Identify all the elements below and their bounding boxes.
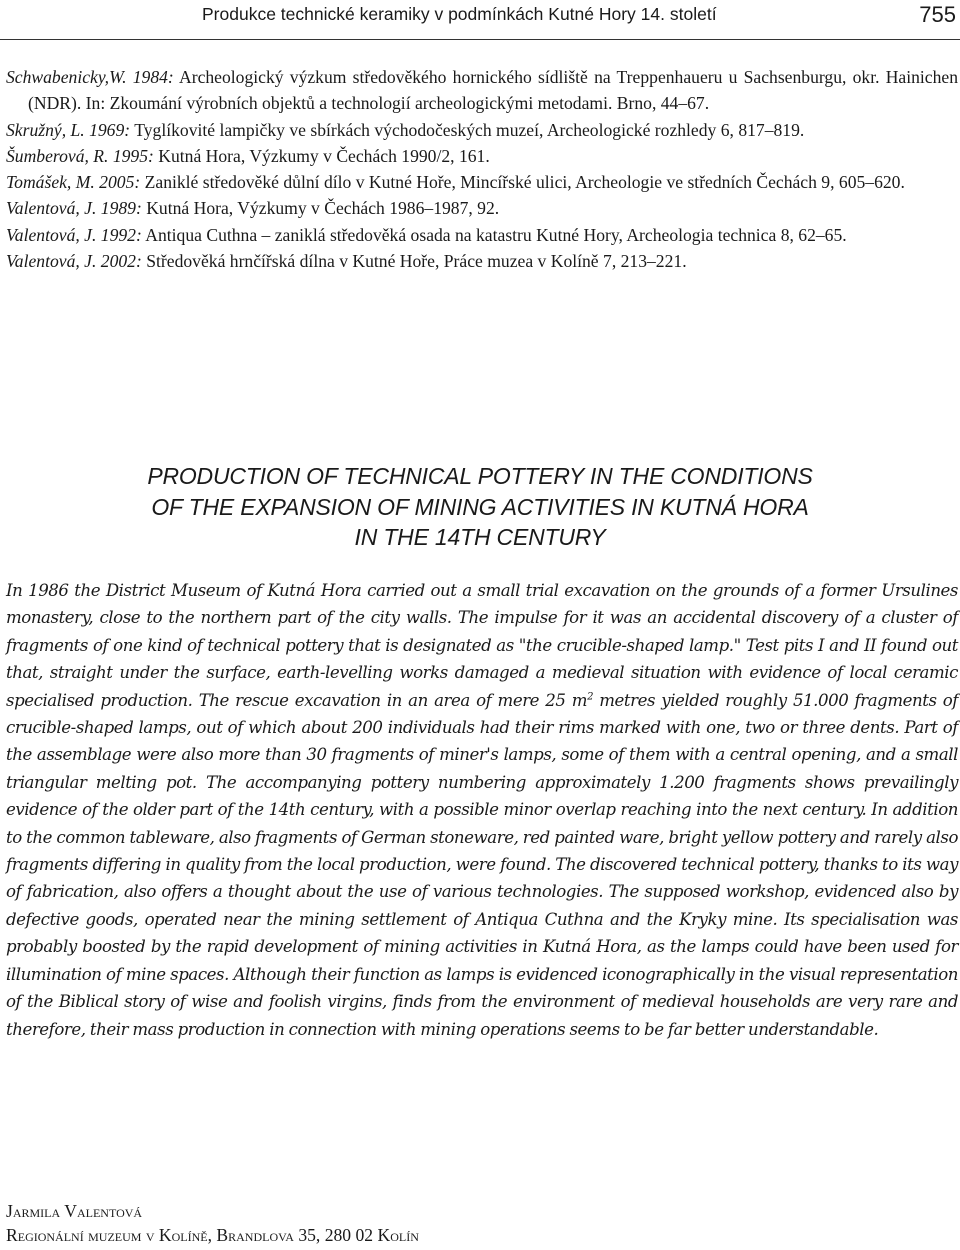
author-affiliation: Regionální muzeum v Kolíně, Brandlova 35, 280 02 Kolín bbox=[6, 1225, 419, 1245]
reference-item bbox=[6, 222, 958, 248]
reference-item bbox=[6, 248, 958, 274]
reference-author: Schwabenicky,W. 1984: bbox=[6, 67, 174, 87]
reference-text: Tyglíkovité lampičky ve sbírkách východočeských muzeí, Archeologické rozhledy 6, 817–819. bbox=[130, 119, 805, 140]
running-title: Produkce technické keramiky v podmínkách Kutné Hory 14. století bbox=[202, 4, 717, 24]
reference-author: Tomášek, M. 2005: bbox=[6, 172, 141, 193]
author-signature bbox=[6, 1199, 419, 1247]
reference-text: Kutná Hora, Výzkumy v Čechách 1986–1987, 92. bbox=[141, 198, 500, 219]
reference-item bbox=[6, 143, 958, 169]
reference-author: Valentová, J. 1992: bbox=[6, 224, 142, 245]
english-title bbox=[0, 461, 960, 553]
english-title-line: IN THE 14TH CENTURY bbox=[354, 524, 606, 550]
reference-author: Skružný, L. 1969: bbox=[6, 119, 131, 140]
reference-text: Archeologický výzkum středověkého hornického sídliště na Treppenhaueru u Sachsenburgu, okr. Hainichen (NDR). In: Zkoumání výrobních objektů a technologií archeologickými metodami. Brno, 44–67. bbox=[28, 67, 958, 114]
summary-text: metres yielded roughly 51.000 fragments of crucible-shaped lamps, out of which about 200 individuals had their rims marked with one, two or three dents. Part of the assemblage were also more than 30 fragments of miner's lamps, some of them with a central opening, and a small triangular melting pot. The accompanying pottery numbering approximately 1.200 fragments shows prevailingly evidence of the older part of the 14th century, with a possible minor overlap reaching into the next century. In addition to the common tableware, also fragments of German stoneware, red painted ware, bright yellow pottery and rarely also fragments differing in quality from the local production, were found. The discovered technical pottery, thanks to its way of fabrication, also offers a thought about the use of various technologies. The supposed workshop, evidenced also by defective goods, operated near the mining settlement of Antiqua Cuthna and the Kryky mine. Its specialisation was probably boosted by the rapid development of mining activities in Kutná Hora, as the lamps could have been used for illumination of mine spaces. Although their function as lamps is evidenced iconographically in the visual representation of the Biblical story of wise and foolish virgins, finds from the environment of medieval households are very rare and therefore, their mass production in connection with mining operations seems to be far better understandable. bbox=[6, 690, 958, 1039]
english-title-line: PRODUCTION OF TECHNICAL POTTERY IN THE CONDITIONS bbox=[147, 463, 813, 489]
reference-author: Valentová, J. 2002: bbox=[6, 251, 142, 272]
page-number: 755 bbox=[919, 2, 956, 27]
reference-author: Šumberová, R. 1995: bbox=[6, 145, 154, 166]
reference-text: Zaniklé středověké důlní dílo v Kutné Hoře, Mincířské ulici, Archeologie ve středních Čechách 9, 605–620. bbox=[140, 172, 905, 193]
english-title-line: OF THE EXPANSION OF MINING ACTIVITIES IN KUTNÁ HORA bbox=[151, 493, 809, 520]
reference-text: Antiqua Cuthna – zaniklá středověká osada na katastru Kutné Hory, Archeologia technica 8, 62–65. bbox=[141, 224, 847, 245]
reference-list bbox=[6, 64, 958, 274]
superscript-exponent: 2 bbox=[587, 691, 593, 703]
author-name: Jarmila Valentová bbox=[6, 1201, 143, 1221]
reference-author: Valentová, J. 1989: bbox=[6, 198, 142, 219]
reference-text: Kutná Hora, Výzkumy v Čechách 1990/2, 161. bbox=[153, 145, 490, 166]
reference-item bbox=[6, 195, 958, 221]
reference-item bbox=[6, 64, 958, 117]
running-header bbox=[0, 0, 960, 30]
summary-text: In 1986 the District Museum of Kutná Hora carried out a small trial excavation on the grounds of a former Ursulines monastery, close to the northern part of the city walls. The impulse for it was an accidental discovery of a cluster of fragments of one kind of technical pottery that is designated as "the crucible-shaped lamp." Test pits I and II found out that, straight under the surface, earth-levelling works damaged a medieval situation with evidence of local ceramic specialised production. The rescue excavation in an area of mere 25 m bbox=[6, 581, 958, 710]
english-summary bbox=[6, 577, 958, 1043]
reference-item bbox=[6, 169, 958, 195]
reference-text: Středověká hrnčířská dílna v Kutné Hoře, Práce muzea v Kolíně 7, 213–221. bbox=[141, 251, 687, 272]
reference-item bbox=[6, 117, 958, 143]
header-divider bbox=[0, 39, 960, 40]
